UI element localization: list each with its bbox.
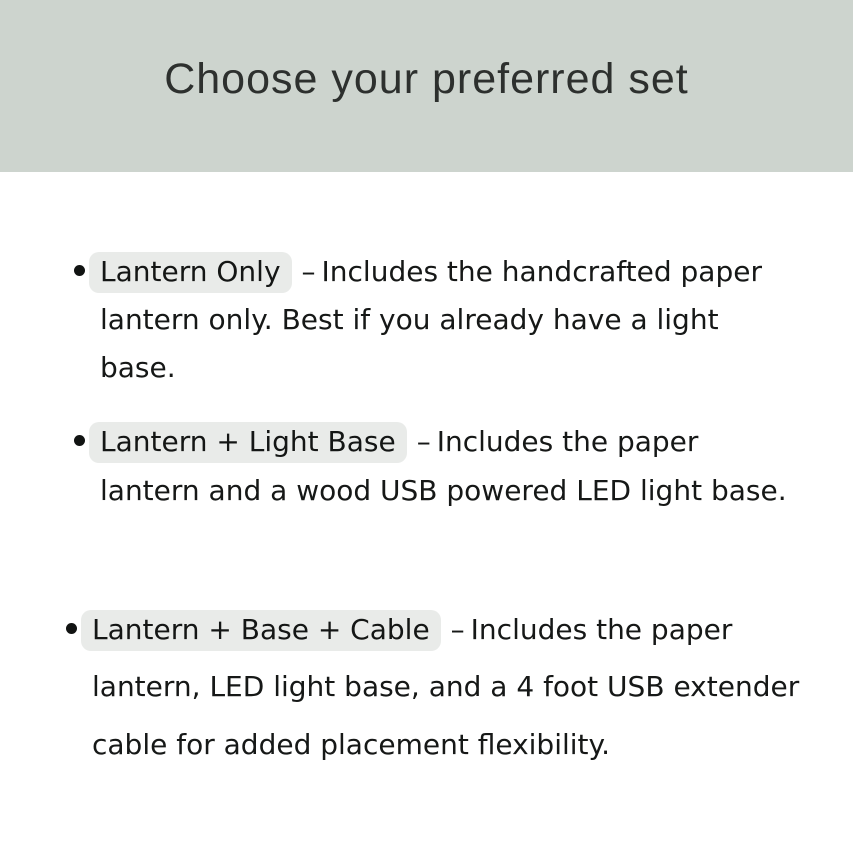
list-item-lantern-base-cable (0, 601, 840, 773)
label-separator: – (301, 255, 316, 288)
option-list (0, 172, 853, 773)
label-separator: – (450, 612, 465, 646)
option-label-lantern-light-base: Lantern + Light Base (89, 422, 407, 463)
label-separator: – (416, 425, 431, 459)
option-description: Includes the handcrafted paper lantern only. Best if you already have a light base. (100, 255, 762, 385)
list-item-lantern-light-base (0, 418, 840, 514)
option-label-lantern-only: Lantern Only (89, 252, 292, 293)
header-band (0, 0, 853, 172)
option-description: Includes the paper lantern and a wood USB powered LED light base. (100, 425, 787, 507)
option-label-lantern-base-cable: Lantern + Base + Cable (81, 610, 441, 651)
bullet-dot (66, 623, 77, 634)
option-description: Includes the paper lantern, LED light base, and a 4 foot USB extender cable for added placement flexibility. (92, 612, 800, 761)
bullet-dot (74, 435, 85, 446)
bullet-dot (74, 265, 85, 276)
page-title: Choose your preferred set (164, 54, 689, 103)
list-item-lantern-only (0, 248, 840, 392)
